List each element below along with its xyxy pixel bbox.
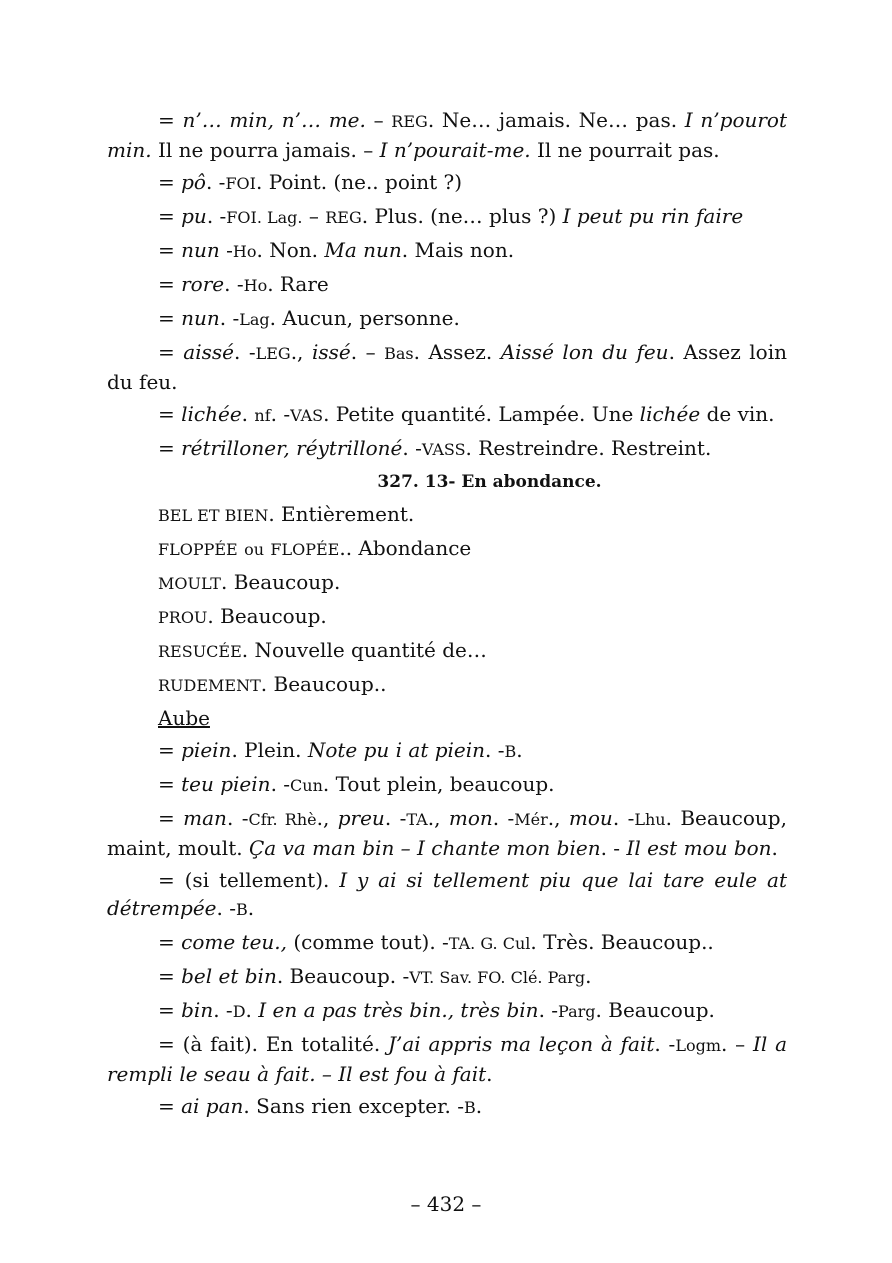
entry-text: – bbox=[302, 204, 326, 228]
entry-text: . Nouvelle quantité de… bbox=[241, 638, 487, 662]
abbreviation: RESUCÉE bbox=[158, 642, 242, 661]
entry-text: . - bbox=[600, 836, 627, 860]
abbreviation: TA. G. Cul bbox=[448, 934, 531, 953]
entry-text: . - bbox=[492, 806, 515, 830]
italic-text: pu bbox=[181, 204, 207, 228]
entry-text: = bbox=[158, 108, 183, 132]
entry-text: (comme tout). - bbox=[287, 930, 449, 954]
page-number: – 432 – bbox=[410, 1192, 482, 1216]
italic-text: preu bbox=[337, 806, 385, 830]
entry-text: = bbox=[158, 238, 182, 262]
entry-text: = bbox=[158, 170, 182, 194]
dictionary-entry bbox=[107, 770, 787, 800]
dictionary-entry bbox=[107, 202, 787, 232]
entry-text: . - bbox=[612, 806, 635, 830]
entry-text: ., bbox=[290, 340, 312, 364]
dictionary-entry bbox=[158, 636, 787, 666]
abbreviation: LEG bbox=[255, 344, 291, 363]
abbreviation: TA bbox=[406, 810, 428, 829]
entry-text: – bbox=[365, 108, 392, 132]
italic-text: I peut pu rin faire bbox=[562, 204, 744, 228]
entry-text: . - bbox=[485, 738, 505, 762]
italic-text: bel et bin bbox=[181, 964, 277, 988]
entry-text: . - bbox=[206, 204, 227, 228]
abbreviation: Parg bbox=[558, 1002, 596, 1021]
abbreviation: VAS bbox=[290, 406, 324, 425]
entry-text: = bbox=[158, 272, 182, 296]
entry-text: . bbox=[516, 738, 523, 762]
entry-text: . bbox=[241, 402, 255, 426]
italic-text: I n’pourait-me. bbox=[379, 138, 531, 162]
entry-text: = bbox=[158, 772, 182, 796]
italic-text: come teu., bbox=[181, 930, 287, 954]
entry-text: = bbox=[158, 930, 182, 954]
abbreviation: Lag bbox=[239, 310, 270, 329]
italic-text: mon bbox=[448, 806, 493, 830]
dictionary-entry bbox=[158, 670, 787, 700]
italic-text: I en a pas très bin., très bin bbox=[258, 998, 539, 1022]
subheading-line bbox=[158, 704, 787, 732]
section-heading: 327. 13- En abondance. bbox=[377, 472, 602, 492]
italic-text: mou bbox=[568, 806, 613, 830]
italic-text: lichée bbox=[639, 402, 701, 426]
entry-text: . bbox=[486, 1062, 493, 1086]
italic-text: teu piein bbox=[181, 772, 271, 796]
entry-text: . - bbox=[226, 806, 249, 830]
italic-text: Aissé lon du feu bbox=[500, 340, 669, 364]
entry-text: de vin. bbox=[700, 402, 775, 426]
entry-text: . - bbox=[402, 436, 422, 460]
entry-text: = bbox=[158, 204, 182, 228]
abbreviation: PROU bbox=[158, 608, 208, 627]
italic-text: Note pu i at piein bbox=[307, 738, 486, 762]
dictionary-entry bbox=[107, 928, 787, 958]
italic-text: J’ai appris ma leçon à fait bbox=[387, 1032, 655, 1056]
simple-entries-block bbox=[107, 500, 787, 700]
abbreviation: RUDEMENT bbox=[158, 676, 261, 695]
entry-text: = bbox=[158, 306, 182, 330]
abbreviation: FOI bbox=[225, 174, 256, 193]
dictionary-entry bbox=[107, 996, 787, 1026]
dictionary-entry bbox=[107, 962, 787, 992]
entry-text: . - bbox=[270, 772, 291, 796]
italic-text: Il est mou bon bbox=[626, 836, 772, 860]
entries-block bbox=[107, 106, 787, 464]
entry-text: . – bbox=[720, 1032, 753, 1056]
abbreviation: Lhu bbox=[634, 810, 666, 829]
entry-text: . bbox=[771, 836, 778, 860]
dictionary-entry bbox=[158, 534, 787, 564]
entry-text: . bbox=[475, 1094, 483, 1118]
abbreviation: FLOPPÉE bbox=[158, 540, 238, 559]
italic-text: I n’pourot min. bbox=[107, 108, 788, 162]
entry-text: . Beaucoup. bbox=[595, 998, 715, 1022]
text-body bbox=[107, 106, 787, 1126]
entry-text: = bbox=[158, 964, 182, 988]
entry-text: . Non. bbox=[256, 238, 325, 262]
entry-text: . - bbox=[384, 806, 407, 830]
dictionary-entry bbox=[107, 736, 787, 766]
entry-text: . Plus. (ne… plus ?) bbox=[361, 204, 563, 228]
entry-text: . Ne… jamais. Ne… pas. bbox=[427, 108, 685, 132]
abbreviation: ou bbox=[244, 540, 265, 559]
dictionary-entry bbox=[107, 270, 787, 300]
italic-text: aissé bbox=[183, 340, 234, 364]
abbreviation: REG bbox=[325, 208, 362, 227]
dictionary-entry bbox=[107, 1030, 787, 1088]
entry-text: . – bbox=[350, 340, 385, 364]
entry-text: . - bbox=[213, 998, 233, 1022]
italic-text: Ça va man bin – I chante mon bien bbox=[248, 836, 601, 860]
entry-text: . Assez loin du feu. bbox=[107, 340, 788, 394]
italic-text: I y ai si tellement piu que lai tare eule at détrempée bbox=[107, 868, 787, 920]
abbreviation: FOI. Lag. bbox=[226, 208, 303, 227]
italic-text: nun bbox=[181, 306, 220, 330]
entry-text: . Plein. bbox=[231, 738, 308, 762]
dictionary-entry bbox=[107, 434, 787, 464]
entry-text: . Rare bbox=[267, 272, 329, 296]
entry-text: . - bbox=[216, 896, 236, 920]
abbreviation: B bbox=[504, 742, 517, 761]
entry-text: . bbox=[245, 998, 259, 1022]
italic-text: Il a rempli le seau à fait. – Il est fou à fait bbox=[107, 1032, 787, 1086]
entry-text: . Tout plein, beaucoup. bbox=[322, 772, 555, 796]
entry-text: . Très. Beaucoup.. bbox=[530, 930, 714, 954]
entry-text: . - bbox=[205, 170, 226, 194]
italic-text: man bbox=[183, 806, 227, 830]
italic-text: rore bbox=[181, 272, 225, 296]
entry-text: . Beaucoup. bbox=[220, 570, 341, 594]
entries-block-2 bbox=[107, 736, 787, 1122]
abbreviation: nf bbox=[254, 406, 271, 425]
abbreviation: REG bbox=[391, 112, 428, 131]
dictionary-entry bbox=[158, 602, 787, 632]
abbreviation: Mér bbox=[514, 810, 548, 829]
entry-text: = bbox=[158, 340, 184, 364]
abbreviation: Cfr. Rhè bbox=[248, 810, 317, 829]
entry-text: . Assez. bbox=[413, 340, 501, 364]
entry-text: Il ne pourra jamais. – bbox=[151, 138, 380, 162]
italic-text: lichée bbox=[181, 402, 242, 426]
italic-text: rétrilloner, réytrilloné bbox=[181, 436, 403, 460]
entry-text: Il ne pourrait pas. bbox=[530, 138, 720, 162]
entry-text: . - bbox=[270, 402, 291, 426]
entry-text: .. Abondance bbox=[339, 536, 472, 560]
entry-text: = bbox=[158, 998, 182, 1022]
entry-text: . Beaucoup, maint, moult. bbox=[107, 806, 787, 860]
abbreviation: B bbox=[463, 1098, 476, 1117]
dictionary-entry bbox=[107, 304, 787, 334]
entry-text: - bbox=[219, 238, 233, 262]
italic-text: Ma nun bbox=[324, 238, 402, 262]
entry-text: = bbox=[158, 1094, 182, 1118]
abbreviation: D bbox=[232, 1002, 246, 1021]
entry-text: ., bbox=[316, 806, 338, 830]
entry-text: . Aucun, personne. bbox=[269, 306, 460, 330]
subheading: Aube bbox=[158, 706, 210, 730]
dictionary-entry bbox=[107, 168, 787, 198]
entry-text: ., bbox=[547, 806, 569, 830]
entry-text: . Petite quantité. Lampée. Une bbox=[323, 402, 640, 426]
dictionary-entry bbox=[107, 1092, 787, 1122]
entry-text: . - bbox=[219, 306, 240, 330]
dictionary-entry bbox=[107, 866, 787, 924]
italic-text: pô bbox=[181, 170, 206, 194]
dictionary-entry bbox=[158, 568, 787, 598]
entry-text: . - bbox=[538, 998, 559, 1022]
abbreviation: Logm bbox=[675, 1036, 721, 1055]
entry-text: ., bbox=[427, 806, 449, 830]
abbreviation: B bbox=[236, 900, 248, 919]
entry-text: = (si tellement). bbox=[158, 868, 340, 892]
abbreviation: Ho bbox=[243, 276, 268, 295]
entry-text: . bbox=[247, 896, 255, 920]
abbreviation: VT. Sav. FO. Clé. Parg bbox=[409, 968, 586, 987]
entry-text: . - bbox=[654, 1032, 676, 1056]
entry-text: . Point. (ne.. point ?) bbox=[256, 170, 463, 194]
italic-text: nun bbox=[181, 238, 220, 262]
entry-text: = (à fait). En totalité. bbox=[158, 1032, 388, 1056]
entry-text: . Mais non. bbox=[401, 238, 515, 262]
abbreviation: Bas bbox=[384, 344, 414, 363]
italic-text: bin bbox=[181, 998, 214, 1022]
abbreviation: VASS bbox=[421, 440, 466, 459]
entry-text: . Restreindre. Restreint. bbox=[465, 436, 712, 460]
dictionary-entry bbox=[107, 400, 787, 430]
abbreviation: MOULT bbox=[158, 574, 221, 593]
entry-text: = bbox=[158, 738, 182, 762]
abbreviation: Cun bbox=[290, 776, 323, 795]
abbreviation: FLOPÉE bbox=[270, 540, 340, 559]
entry-text: . - bbox=[224, 272, 244, 296]
italic-text: n’… min, n’… me. bbox=[182, 108, 366, 132]
dictionary-entry bbox=[107, 236, 787, 266]
entry-text: . bbox=[585, 964, 592, 988]
entry-text: . Sans rien excepter. - bbox=[243, 1094, 464, 1118]
entry-text: . - bbox=[233, 340, 256, 364]
italic-text: ai pan bbox=[181, 1094, 244, 1118]
italic-text: piein bbox=[181, 738, 232, 762]
entry-text: = bbox=[158, 806, 184, 830]
entry-text: . Beaucoup. bbox=[207, 604, 327, 628]
dictionary-entry bbox=[107, 804, 787, 862]
abbreviation: Ho bbox=[232, 242, 257, 261]
dictionary-entry bbox=[107, 106, 787, 164]
entry-text: . Beaucoup.. bbox=[260, 672, 387, 696]
entry-text: . Beaucoup. - bbox=[276, 964, 410, 988]
entry-text: = bbox=[158, 402, 182, 426]
abbreviation: BEL ET BIEN bbox=[158, 506, 269, 525]
italic-text: issé bbox=[311, 340, 351, 364]
entry-text: . Entièrement. bbox=[268, 502, 415, 526]
dictionary-entry bbox=[107, 338, 787, 396]
entry-text: = bbox=[158, 436, 182, 460]
dictionary-entry bbox=[158, 500, 787, 530]
